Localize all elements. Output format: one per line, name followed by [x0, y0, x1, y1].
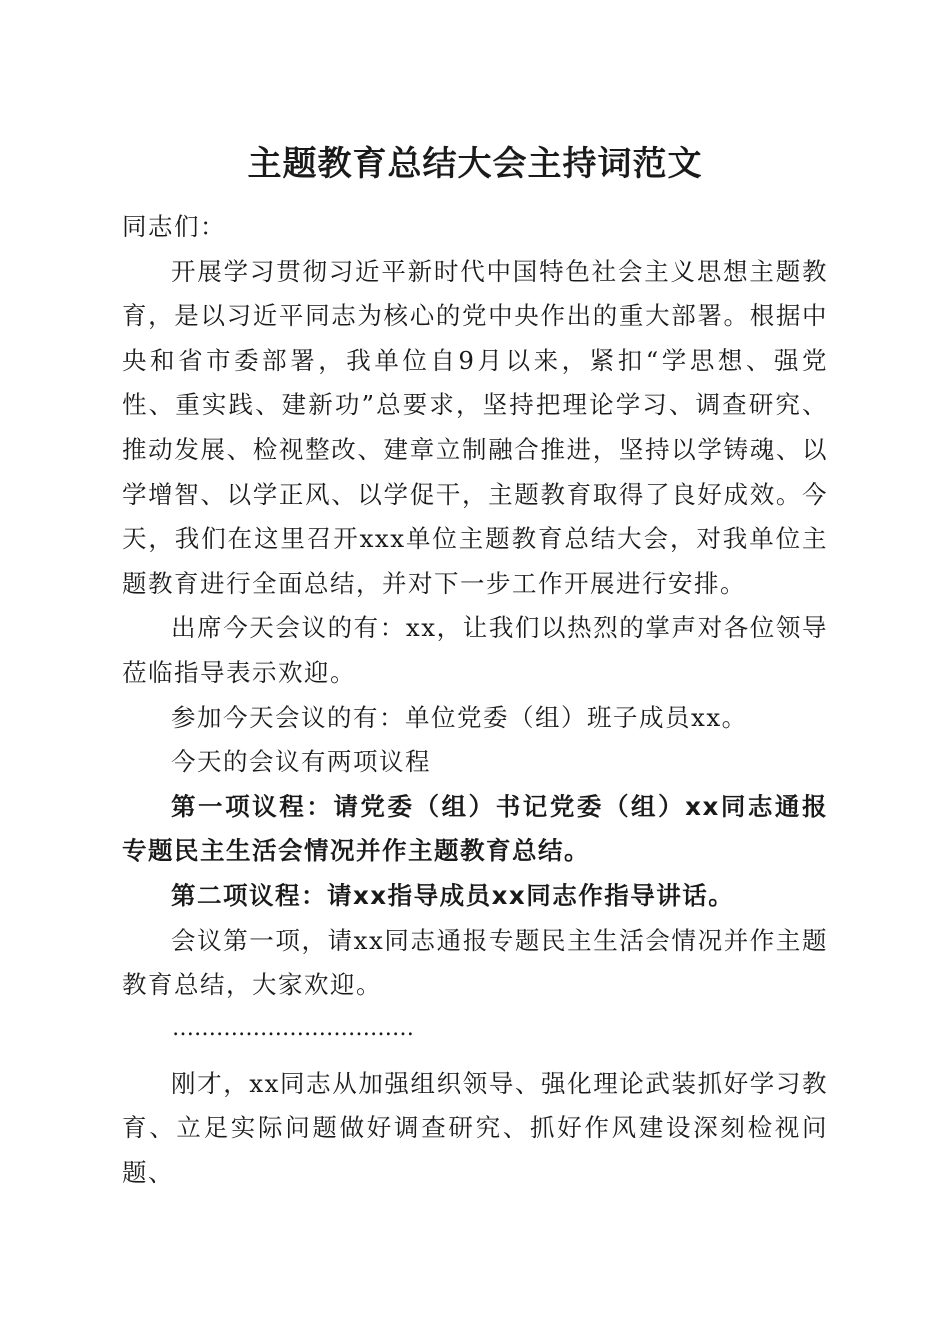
ellipsis-separator: …………………………… [172, 1015, 414, 1041]
paragraph-participants: 参加今天会议的有：单位党委（组）班子成员xx。 [171, 702, 748, 732]
agenda-item-1: 第一项议程：请党委（组）书记党委（组）xx同志通报专题民主生活会情况并作主题教育总结。 [122, 791, 828, 866]
document-body [122, 205, 828, 1195]
salutation: 同志们： [122, 212, 226, 241]
paragraph-agenda-intro: 今天的会议有两项议程 [171, 747, 431, 777]
paragraph-attendees: 出席今天会议的有：xx，让我们以热烈的掌声对各位领导莅临指导表示欢迎。 [122, 613, 828, 687]
paragraph-closing: 刚才，xx同志从加强组织领导、强化理论武装抓好学习教育、立足实际问题做好调查研究、抓好作风建设深刻检视问题、 [122, 1068, 828, 1187]
agenda-item-2: 第二项议程：请xx指导成员xx同志作指导讲话。 [171, 880, 735, 910]
document-title: 主题教育总结大会主持词范文 [247, 144, 703, 184]
paragraph-intro: 开展学习贯彻习近平新时代中国特色社会主义思想主题教育，是以习近平同志为核心的党中央作出的重大部署。根据中央和省市委部署，我单位自9月以来，紧扣“学思想、强党性、重实践、建新功”总要求，坚持把理论学习、调查研究、推动发展、检视整改、建章立制融合推进，坚持以学铸魂、以学增智、以学正风、以学促干，主题教育取得了良好成效。今天，我们在这里召开xxx单位主题教育总结大会，对我单位主题教育进行全面总结，并对下一步工作开展进行安排。 [122, 256, 828, 598]
paragraph-first-item: 会议第一项，请xx同志通报专题民主生活会情况并作主题教育总结，大家欢迎。 [122, 925, 828, 1000]
